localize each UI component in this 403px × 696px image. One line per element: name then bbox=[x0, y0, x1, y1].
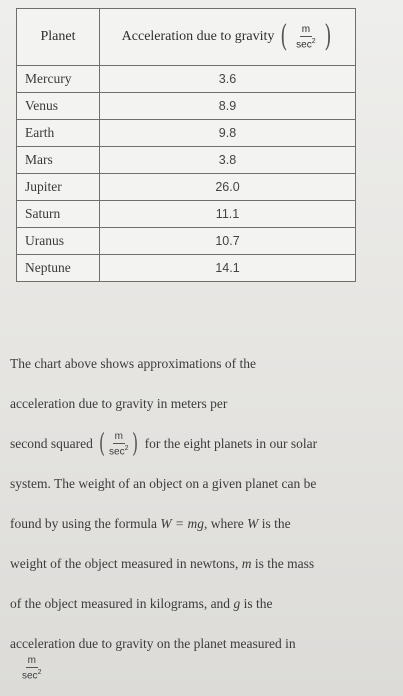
paragraph-text: weight of the object measured in newtons, bbox=[10, 556, 239, 571]
planet-column-header bbox=[17, 9, 100, 66]
paragraph-text: for the eight planets in our solar bbox=[144, 436, 318, 451]
variable-m: m bbox=[241, 556, 252, 571]
variable-g: g bbox=[233, 596, 241, 611]
table-row bbox=[17, 228, 356, 255]
paragraph-line bbox=[10, 424, 380, 464]
table-row bbox=[17, 66, 356, 93]
planet-cell: Mars bbox=[17, 147, 100, 174]
planet-cell: Mercury bbox=[17, 66, 100, 93]
inline-unit bbox=[97, 428, 141, 459]
gravity-value-cell: 10.7 bbox=[100, 228, 356, 255]
gravity-value-cell: 14.1 bbox=[100, 255, 356, 282]
planet-cell: Jupiter bbox=[17, 174, 100, 201]
gravity-value-cell: 3.6 bbox=[100, 66, 356, 93]
table-row bbox=[17, 255, 356, 282]
table-row bbox=[17, 120, 356, 147]
gravity-value-cell: 26.0 bbox=[100, 174, 356, 201]
paragraph-text: found by using the formula bbox=[10, 516, 157, 531]
description-paragraph bbox=[10, 344, 380, 664]
unit-fraction bbox=[294, 24, 317, 50]
table-row bbox=[17, 147, 356, 174]
paragraph-text: , where bbox=[203, 516, 244, 531]
paragraph-text: is the bbox=[243, 596, 273, 611]
unit-numerator: m bbox=[301, 23, 311, 35]
gravity-value-cell: 3.8 bbox=[100, 147, 356, 174]
unit-numerator: m bbox=[114, 430, 123, 442]
table-row bbox=[17, 201, 356, 228]
paragraph-line: The chart above shows approximations of the bbox=[10, 356, 256, 371]
unit-denominator-text: sec bbox=[296, 39, 312, 51]
unit-denominator bbox=[107, 444, 130, 457]
right-paren: ) bbox=[132, 428, 139, 459]
planet-cell: Neptune bbox=[17, 255, 100, 282]
unit-denominator bbox=[20, 668, 43, 681]
unit-exponent: 2 bbox=[124, 444, 129, 452]
paragraph-text: is the mass bbox=[254, 556, 315, 571]
paragraph-line: acceleration due to gravity on the planet measured in bbox=[10, 636, 296, 651]
left-paren: ( bbox=[98, 428, 105, 459]
acceleration-header-label: Acceleration due to gravity bbox=[121, 29, 275, 44]
unit-exponent: 2 bbox=[37, 669, 42, 676]
gravity-value-cell: 9.8 bbox=[100, 120, 356, 147]
planet-header-label: Planet bbox=[40, 29, 76, 44]
gravity-value-cell: 11.1 bbox=[100, 201, 356, 228]
unit-denominator-text: sec bbox=[109, 446, 125, 458]
paragraph-text: of the object measured in kilograms, and bbox=[10, 596, 231, 611]
variable-w: W bbox=[247, 516, 259, 531]
paragraph-line bbox=[10, 544, 380, 584]
unit-fraction bbox=[107, 431, 130, 457]
paragraph-text: is the bbox=[261, 516, 291, 531]
unit-fraction bbox=[20, 655, 43, 681]
left-paren: ( bbox=[280, 19, 288, 54]
table-row bbox=[17, 174, 356, 201]
planet-cell: Saturn bbox=[17, 201, 100, 228]
paragraph-line bbox=[10, 504, 380, 544]
formula-text: W = mg bbox=[160, 516, 204, 531]
paragraph-text: second squared bbox=[10, 436, 93, 451]
acceleration-column-header bbox=[100, 9, 356, 66]
unit-denominator-text: sec bbox=[22, 670, 38, 682]
planet-cell: Venus bbox=[17, 93, 100, 120]
planet-cell: Uranus bbox=[17, 228, 100, 255]
gravity-table bbox=[16, 8, 356, 282]
gravity-value-cell: 8.9 bbox=[100, 93, 356, 120]
unit-denominator bbox=[294, 37, 317, 50]
trailing-unit bbox=[20, 650, 43, 681]
right-paren: ) bbox=[323, 19, 331, 54]
unit-exponent: 2 bbox=[311, 37, 316, 45]
gravity-table-container bbox=[16, 8, 356, 282]
table-row bbox=[17, 93, 356, 120]
paragraph-line bbox=[10, 584, 380, 624]
table-header-row bbox=[17, 9, 356, 66]
planet-cell: Earth bbox=[17, 120, 100, 147]
unit-numerator: m bbox=[27, 655, 36, 666]
paragraph-line: system. The weight of an object on a given planet can be bbox=[10, 476, 317, 491]
paragraph-line: acceleration due to gravity in meters per bbox=[10, 396, 228, 411]
